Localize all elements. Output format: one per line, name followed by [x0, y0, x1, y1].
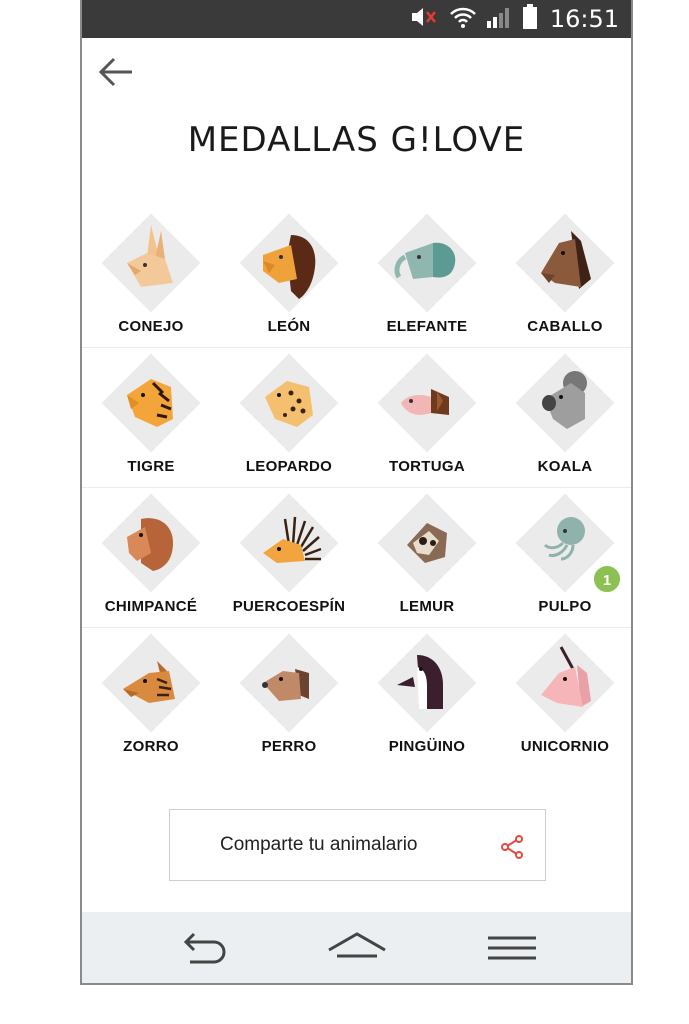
- leopard-icon: [239, 353, 339, 453]
- back-button[interactable]: [96, 54, 136, 90]
- medal-pinguino[interactable]: [358, 628, 496, 767]
- lion-icon: [239, 213, 339, 313]
- medal-grid: [82, 208, 631, 767]
- page-title: MEDALLAS G!LOVE: [187, 120, 526, 160]
- status-bar: [82, 0, 631, 38]
- battery-icon: [522, 4, 538, 35]
- turtle-icon: [377, 353, 477, 453]
- home-icon: [327, 930, 387, 968]
- app-bar: [82, 38, 631, 108]
- medal-leon[interactable]: [220, 208, 358, 347]
- penguin-icon: [377, 633, 477, 733]
- medal-label: LEÓN: [267, 318, 311, 335]
- medal-row: [82, 488, 631, 628]
- medal-tortuga[interactable]: [358, 348, 496, 487]
- navigation-bar: [82, 912, 631, 985]
- medal-elefante[interactable]: [358, 208, 496, 347]
- share-button-label: Comparte tu animalario: [220, 834, 418, 855]
- medal-conejo[interactable]: [82, 208, 220, 347]
- medal-zorro[interactable]: [82, 628, 220, 767]
- signal-icon: [486, 5, 514, 34]
- medal-label: KOALA: [537, 458, 593, 475]
- medal-label: LEMUR: [399, 598, 455, 615]
- back-arrow-icon: [174, 930, 234, 968]
- arrow-left-icon: [96, 54, 136, 90]
- rabbit-icon: [101, 213, 201, 313]
- notification-badge: 1: [592, 564, 622, 594]
- medal-label: ZORRO: [123, 738, 179, 755]
- porcupine-icon: [239, 493, 339, 593]
- elephant-icon: [377, 213, 477, 313]
- medal-puercoespin[interactable]: [220, 488, 358, 627]
- medal-lemur[interactable]: [358, 488, 496, 627]
- medal-row: [82, 208, 631, 348]
- medal-label: PERRO: [261, 738, 317, 755]
- phone-screen: [80, 0, 633, 985]
- medal-label: LEOPARDO: [245, 458, 333, 475]
- medal-label: TORTUGA: [389, 458, 465, 475]
- medal-chimpance[interactable]: [82, 488, 220, 627]
- medal-pulpo[interactable]: [496, 488, 633, 627]
- medal-row: [82, 348, 631, 488]
- tiger-icon: [101, 353, 201, 453]
- share-button[interactable]: [169, 809, 546, 881]
- chimpanzee-icon: [101, 493, 201, 593]
- medal-label: PUERCOESPÍN: [232, 598, 346, 615]
- share-icon: [499, 834, 525, 860]
- medal-label: UNICORNIO: [520, 738, 610, 755]
- medal-perro[interactable]: [220, 628, 358, 767]
- medal-caballo[interactable]: [496, 208, 633, 347]
- dog-icon: [239, 633, 339, 733]
- fox-icon: [101, 633, 201, 733]
- medal-label: CONEJO: [118, 318, 184, 335]
- wifi-icon: [448, 5, 478, 34]
- status-time: 16:51: [549, 5, 619, 33]
- nav-back-button[interactable]: [174, 930, 234, 968]
- medal-unicornio[interactable]: [496, 628, 633, 767]
- menu-icon: [482, 930, 542, 968]
- nav-menu-button[interactable]: [482, 930, 542, 968]
- mute-icon: [410, 5, 440, 34]
- medal-koala[interactable]: [496, 348, 633, 487]
- medal-label: PULPO: [538, 598, 592, 615]
- medal-tigre[interactable]: [82, 348, 220, 487]
- medal-label: ELEFANTE: [386, 318, 468, 335]
- lemur-icon: [377, 493, 477, 593]
- medal-label: PINGÜINO: [388, 738, 466, 755]
- medal-leopardo[interactable]: [220, 348, 358, 487]
- medal-label: CABALLO: [527, 318, 603, 335]
- medal-row: [82, 628, 631, 767]
- medal-label: TIGRE: [127, 458, 175, 475]
- medal-label: CHIMPANCÉ: [104, 598, 198, 615]
- koala-icon: [515, 353, 615, 453]
- unicorn-icon: [515, 633, 615, 733]
- horse-icon: [515, 213, 615, 313]
- nav-home-button[interactable]: [327, 930, 387, 968]
